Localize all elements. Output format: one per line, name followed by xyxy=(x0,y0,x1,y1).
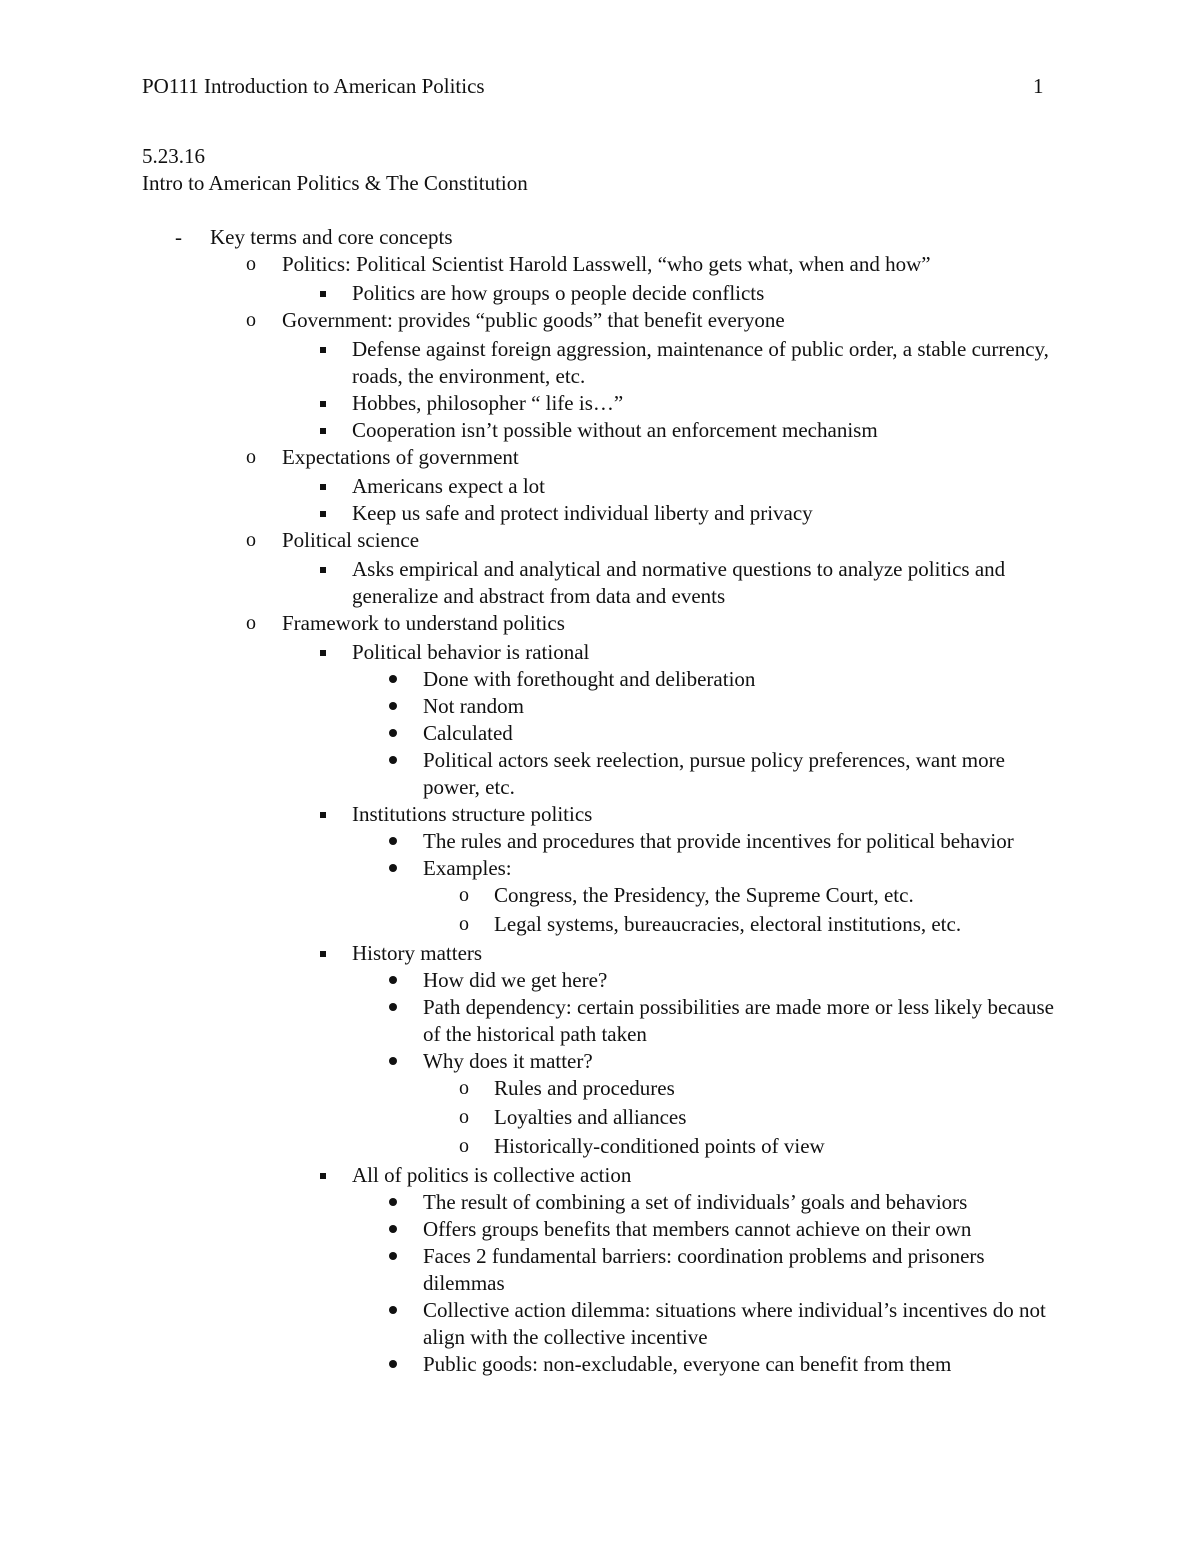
square-bullet-icon xyxy=(320,428,326,434)
list-item-text: Examples: xyxy=(423,856,512,880)
round-bullet-icon xyxy=(389,976,397,984)
list-item xyxy=(318,280,1200,307)
round-bullet-icon xyxy=(389,702,397,710)
round-bullet-icon xyxy=(389,1225,397,1233)
square-bullet-icon xyxy=(320,401,326,407)
list-item-text: Framework to understand politics xyxy=(282,611,565,635)
round-bullet-icon xyxy=(389,729,397,737)
round-bullet-icon xyxy=(389,1360,397,1368)
list-item-text: Faces 2 fundamental barriers: coordination problems and prisoners dilemmas xyxy=(423,1244,985,1295)
circle-bullet: o xyxy=(246,612,256,634)
list-item xyxy=(388,855,1200,882)
dash-bullet: - xyxy=(175,225,182,249)
list-item-text: Collective action dilemma: situations where individual’s incentives do not align with the collective incentive xyxy=(423,1298,1046,1349)
page-number: 1 xyxy=(1033,74,1044,98)
circle-bullet: o xyxy=(246,446,256,468)
round-bullet-icon xyxy=(389,1057,397,1065)
list-item xyxy=(388,1189,1200,1216)
list-item-text: Asks empirical and analytical and normative questions to analyze politics and generalize and abstract from data and events xyxy=(352,557,1006,608)
circle-bullet: o xyxy=(459,1135,469,1157)
list-item-text: Calculated xyxy=(423,721,513,745)
list-item xyxy=(459,1133,1200,1160)
list-item-text: How did we get here? xyxy=(423,968,608,992)
circle-bullet: o xyxy=(459,1106,469,1128)
list-item xyxy=(175,224,1200,251)
list-item xyxy=(318,940,1200,967)
list-item xyxy=(388,693,1200,720)
notes-outline xyxy=(0,224,1200,1378)
circle-bullet: o xyxy=(246,309,256,331)
list-item-text: All of politics is collective action xyxy=(352,1163,632,1187)
square-bullet-icon xyxy=(320,567,326,573)
list-item xyxy=(246,610,1200,637)
list-item-text: Politics: Political Scientist Harold Lasswell, “who gets what, when and how” xyxy=(282,252,931,276)
list-item xyxy=(388,1048,1200,1075)
list-item-text: Americans expect a lot xyxy=(352,474,545,498)
list-item xyxy=(459,911,1200,938)
list-item-text: Defense against foreign aggression, maintenance of public order, a stable currency, roads, the environment, etc. xyxy=(352,337,1049,388)
list-item xyxy=(318,801,1200,828)
list-item xyxy=(318,1162,1200,1189)
list-item-text: Done with forethought and deliberation xyxy=(423,667,756,691)
list-item-text: Government: provides “public goods” that benefit everyone xyxy=(282,308,785,332)
header-title: PO111 Introduction to American Politics xyxy=(142,74,485,98)
list-item-text: Keep us safe and protect individual liberty and privacy xyxy=(352,501,813,525)
round-bullet-icon xyxy=(389,1306,397,1314)
square-bullet-icon xyxy=(320,484,326,490)
list-item-text: Institutions structure politics xyxy=(352,802,593,826)
list-item xyxy=(388,747,1200,801)
list-item-text: Why does it matter? xyxy=(423,1049,593,1073)
round-bullet-icon xyxy=(389,837,397,845)
list-item-text: Historically-conditioned points of view xyxy=(494,1134,825,1158)
list-item-text: Hobbes, philosopher “ life is…” xyxy=(352,391,624,415)
round-bullet-icon xyxy=(389,1252,397,1260)
list-item-text: Offers groups benefits that members cannot achieve on their own xyxy=(423,1217,972,1241)
circle-bullet: o xyxy=(459,884,469,906)
list-item-text: The result of combining a set of individuals’ goals and behaviors xyxy=(423,1190,968,1214)
list-item-text: Not random xyxy=(423,694,524,718)
list-item xyxy=(459,882,1200,909)
list-item-text: Expectations of government xyxy=(282,445,519,469)
list-item xyxy=(246,307,1200,334)
list-item-text: Public goods: non-excludable, everyone can benefit from them xyxy=(423,1352,952,1376)
list-item xyxy=(459,1075,1200,1102)
list-item xyxy=(388,967,1200,994)
square-bullet-icon xyxy=(320,291,326,297)
list-item xyxy=(318,336,1200,390)
list-item-text: Rules and procedures xyxy=(494,1076,675,1100)
list-item-text: Path dependency: certain possibilities are made more or less likely because of the historical path taken xyxy=(423,995,1054,1046)
list-item xyxy=(318,390,1200,417)
list-item-text: Cooperation isn’t possible without an enforcement mechanism xyxy=(352,418,878,442)
list-item-text: Key terms and core concepts xyxy=(210,225,453,249)
square-bullet-icon xyxy=(320,650,326,656)
list-item xyxy=(318,473,1200,500)
round-bullet-icon xyxy=(389,675,397,683)
list-item xyxy=(388,1243,1200,1297)
list-item-text: Loyalties and alliances xyxy=(494,1105,687,1129)
list-item xyxy=(318,500,1200,527)
list-item xyxy=(318,417,1200,444)
list-item xyxy=(246,527,1200,554)
list-item xyxy=(318,639,1200,666)
round-bullet-icon xyxy=(389,1198,397,1206)
list-item xyxy=(318,556,1200,610)
circle-bullet: o xyxy=(459,1077,469,1099)
list-item-text: The rules and procedures that provide incentives for political behavior xyxy=(423,829,1014,853)
square-bullet-icon xyxy=(320,812,326,818)
circle-bullet: o xyxy=(459,913,469,935)
list-item-text: Political science xyxy=(282,528,420,552)
list-item xyxy=(388,1297,1200,1351)
round-bullet-icon xyxy=(389,756,397,764)
list-item xyxy=(388,994,1200,1048)
circle-bullet: o xyxy=(246,529,256,551)
list-item-text: Congress, the Presidency, the Supreme Court, etc. xyxy=(494,883,914,907)
list-item xyxy=(388,1216,1200,1243)
note-date: 5.23.16 xyxy=(142,144,205,168)
square-bullet-icon xyxy=(320,951,326,957)
square-bullet-icon xyxy=(320,511,326,517)
list-item-text: Politics are how groups o people decide conflicts xyxy=(352,281,765,305)
list-item xyxy=(388,720,1200,747)
round-bullet-icon xyxy=(389,1003,397,1011)
list-item xyxy=(246,444,1200,471)
list-item xyxy=(388,666,1200,693)
list-item-text: Legal systems, bureaucracies, electoral institutions, etc. xyxy=(494,912,962,936)
round-bullet-icon xyxy=(389,864,397,872)
square-bullet-icon xyxy=(320,1173,326,1179)
list-item xyxy=(388,1351,1200,1378)
square-bullet-icon xyxy=(320,347,326,353)
list-item-text: Political actors seek reelection, pursue policy preferences, want more power, etc. xyxy=(423,748,1005,799)
list-item xyxy=(459,1104,1200,1131)
list-item-text: History matters xyxy=(352,941,483,965)
note-title: Intro to American Politics & The Constitution xyxy=(142,171,528,195)
list-item xyxy=(388,828,1200,855)
list-item-text: Political behavior is rational xyxy=(352,640,590,664)
circle-bullet: o xyxy=(246,253,256,275)
list-item xyxy=(246,251,1200,278)
